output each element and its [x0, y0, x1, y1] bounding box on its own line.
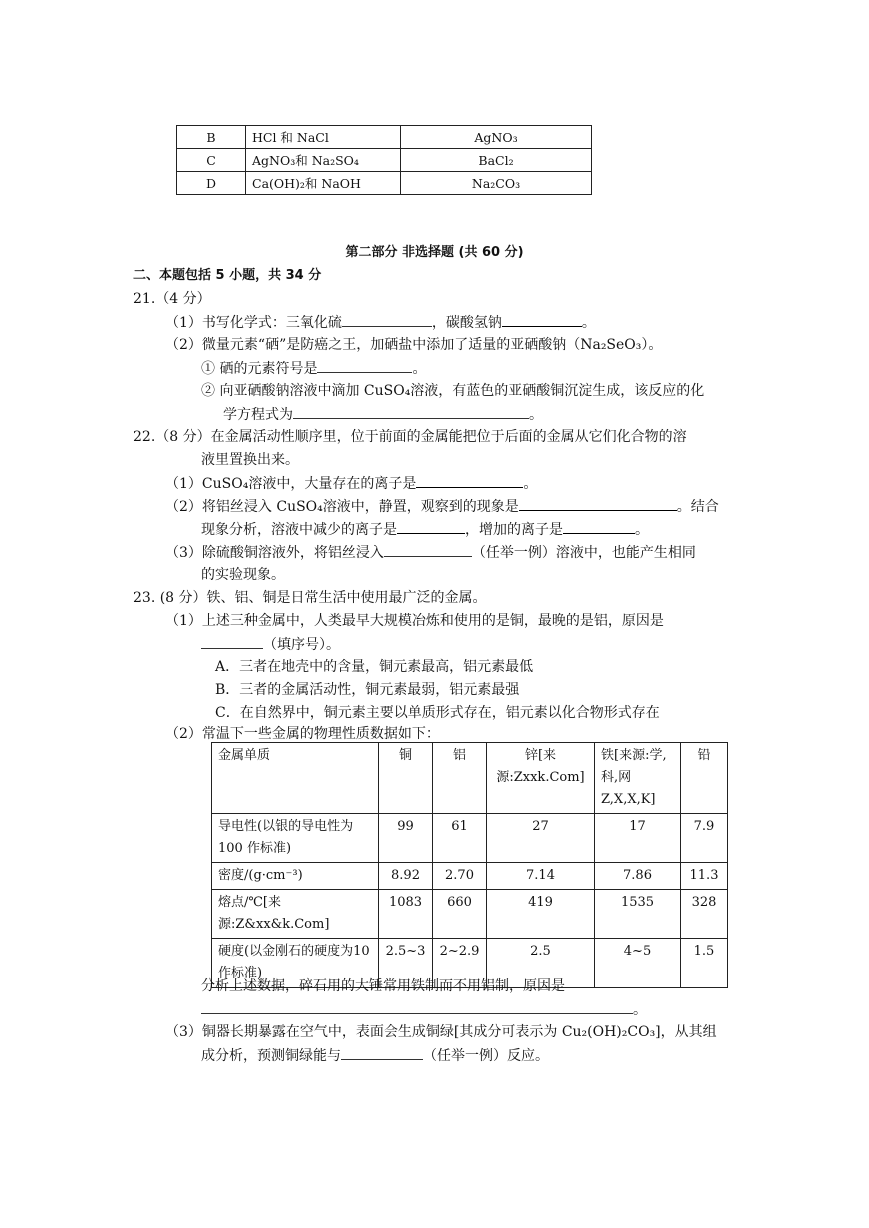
value-cell: 7.86: [595, 863, 681, 890]
option-cell: C: [177, 149, 246, 172]
q23-option-c: C．在自然界中，铜元素主要以单质形式存在，铝元素以化合物形式存在: [215, 705, 660, 721]
mixture-cell: HCl 和 NaCl: [246, 126, 401, 149]
q22-p2-text: （2）将铝丝浸入 CuSO₄溶液中，静置，观察到的现象是: [165, 499, 519, 515]
reagent-table: [176, 125, 592, 195]
q23-part1-cont: [201, 634, 340, 655]
value-cell: 419: [487, 890, 595, 939]
q21-part1: [165, 312, 596, 333]
q22-part1: [165, 473, 537, 494]
q23-part2: （2）常温下一些金属的物理性质数据如下：: [165, 726, 440, 742]
q23-part3-cont: [201, 1045, 549, 1066]
header-cell: 铁[来源:学,科,网Z,X,X,K]: [595, 743, 681, 814]
mixture-cell: Ca(OH)₂和 NaOH: [246, 172, 401, 195]
table-row: [177, 149, 592, 172]
q22-p1-text: （1）CuSO₄溶液中，大量存在的离子是: [165, 476, 417, 492]
answer-blank[interactable]: [384, 542, 472, 557]
value-cell: 328: [681, 890, 728, 939]
value-cell: 7.9: [681, 814, 728, 863]
table-row: [212, 863, 728, 890]
q22-heading-cont: 液里置换出来。: [201, 452, 299, 468]
header-cell: 铅: [681, 743, 728, 814]
answer-blank[interactable]: [519, 496, 677, 511]
table-row: [212, 814, 728, 863]
value-cell: 61: [433, 814, 487, 863]
value-cell: 27: [487, 814, 595, 863]
value-cell: 8.92: [379, 863, 433, 890]
value-cell: 2.5~3: [379, 939, 433, 988]
table-row: [212, 890, 728, 939]
answer-blank[interactable]: [397, 519, 465, 534]
q23-part3: （3）铜器长期暴露在空气中，表面会生成铜绿[其成分可表示为 Cu₂(OH)₂CO₃]，从其组: [165, 1024, 717, 1040]
q21-sub2-cont: [223, 404, 543, 425]
property-cell: 密度/(g·cm⁻³): [212, 863, 379, 890]
q23-p3-text: 成分析，预测铜绿能与: [201, 1048, 341, 1064]
value-cell: 2.70: [433, 863, 487, 890]
reagent-cell: BaCl₂: [401, 149, 592, 172]
property-cell: 熔点/℃[来源:Z&xx&k.Com]: [212, 890, 379, 939]
answer-blank[interactable]: [502, 312, 582, 327]
q22-p2-text4: ，增加的离子是: [465, 522, 563, 538]
value-cell: 1.5: [681, 939, 728, 988]
value-cell: 99: [379, 814, 433, 863]
q23-option-a: A．三者在地壳中的含量，铜元素最高，铝元素最低: [215, 659, 534, 675]
table-row: [177, 172, 592, 195]
q22-p2-text2: 。结合: [676, 499, 719, 515]
q21-sub1: [201, 358, 426, 379]
property-cell: 硬度(以金刚石的硬度为10 作标准): [212, 939, 379, 988]
q22-p2-end: 。: [635, 522, 649, 538]
answer-blank[interactable]: [341, 1045, 423, 1060]
q22-part2-cont: [201, 519, 649, 540]
answer-blank[interactable]: [342, 312, 432, 327]
q21-part2: （2）微量元素“硒”是防癌之王，加硒盐中添加了适量的亚硒酸钠（Na₂SeO₃）。: [165, 337, 663, 353]
header-cell: 铝: [433, 743, 487, 814]
q23-analysis-end: 。: [633, 1002, 647, 1018]
value-cell: 1083: [379, 890, 433, 939]
q22-p3-text2: （任举一例）溶液中，也能产生相同: [471, 545, 696, 561]
part-title: 第二部分 非选择题 (共 60 分): [345, 245, 524, 260]
mixture-cell: AgNO₃和 Na₂SO₄: [246, 149, 401, 172]
answer-blank[interactable]: [563, 519, 635, 534]
value-cell: 660: [433, 890, 487, 939]
q21-s2-end: 。: [529, 407, 543, 423]
table-header-row: [212, 743, 728, 814]
answer-blank[interactable]: [317, 358, 412, 373]
header-cell: 锌[来源:Zxxk.Com]: [487, 743, 595, 814]
answer-blank[interactable]: [416, 473, 523, 488]
value-cell: 11.3: [681, 863, 728, 890]
q23-heading: 23. (8 分）铁、铝、铜是日常生活中使用最广泛的金属。: [133, 590, 487, 606]
q22-p2-text3: 现象分析，溶液中减少的离子是: [201, 522, 397, 538]
option-cell: B: [177, 126, 246, 149]
q22-part3: [165, 542, 696, 563]
answer-blank[interactable]: [201, 634, 263, 649]
q22-heading: 22.（8 分）在金属活动性顺序里，位于前面的金属能把位于后面的金属从它们化合物的溶: [133, 429, 687, 445]
value-cell: 4~5: [595, 939, 681, 988]
q23-part1: （1）上述三种金属中，人类最早大规模冶炼和使用的是铜，最晚的是铝，原因是: [165, 613, 664, 629]
table-row: [177, 126, 592, 149]
q21-s1-end: 。: [412, 361, 427, 377]
answer-blank[interactable]: [201, 999, 633, 1014]
q21-s2-text: 学方程式为: [223, 407, 293, 423]
q21-p1-text2: ，碳酸氢钠: [431, 315, 502, 331]
q21-p1-end: 。: [581, 315, 596, 331]
value-cell: 7.14: [487, 863, 595, 890]
value-cell: 2~2.9: [433, 939, 487, 988]
metal-properties-table: [211, 742, 728, 988]
q23-p3-text2: （任举一例）反应。: [423, 1048, 549, 1064]
option-cell: D: [177, 172, 246, 195]
q23-p1-end: （填序号）。: [263, 637, 340, 653]
header-cell: 铜: [379, 743, 433, 814]
header-cell: 金属单质: [212, 743, 379, 814]
q21-heading: 21.（4 分）: [133, 291, 211, 307]
q21-s1-text: ① 硒的元素符号是: [201, 361, 318, 377]
q22-part3-cont: 的实验现象。: [201, 567, 285, 583]
reagent-cell: Na₂CO₃: [401, 172, 592, 195]
section-heading: 二、本题包括 5 小题，共 34 分: [133, 268, 322, 283]
q22-p1-end: 。: [523, 476, 538, 492]
reagent-cell: AgNO₃: [401, 126, 592, 149]
q22-p3-text: （3）除硫酸铜溶液外，将铝丝浸入: [165, 545, 384, 561]
property-cell: 导电性(以银的导电性为100 作标准): [212, 814, 379, 863]
q21-p1-text: （1）书写化学式：三氧化硫: [165, 315, 342, 331]
value-cell: 17: [595, 814, 681, 863]
value-cell: 2.5: [487, 939, 595, 988]
value-cell: 1535: [595, 890, 681, 939]
q21-sub2: ② 向亚硒酸钠溶液中滴加 CuSO₄溶液，有蓝色的亚硒酸铜沉淀生成，该反应的化: [201, 383, 705, 399]
q23-analysis: 分析上述数据，碎石用的大锤常用铁制而不用铝制，原因是: [201, 978, 565, 994]
q22-part2: [165, 496, 719, 517]
q23-option-b: B．三者的金属活动性，铜元素最弱，铝元素最强: [215, 682, 520, 698]
q23-analysis-cont: [201, 999, 647, 1020]
answer-blank[interactable]: [293, 404, 529, 419]
